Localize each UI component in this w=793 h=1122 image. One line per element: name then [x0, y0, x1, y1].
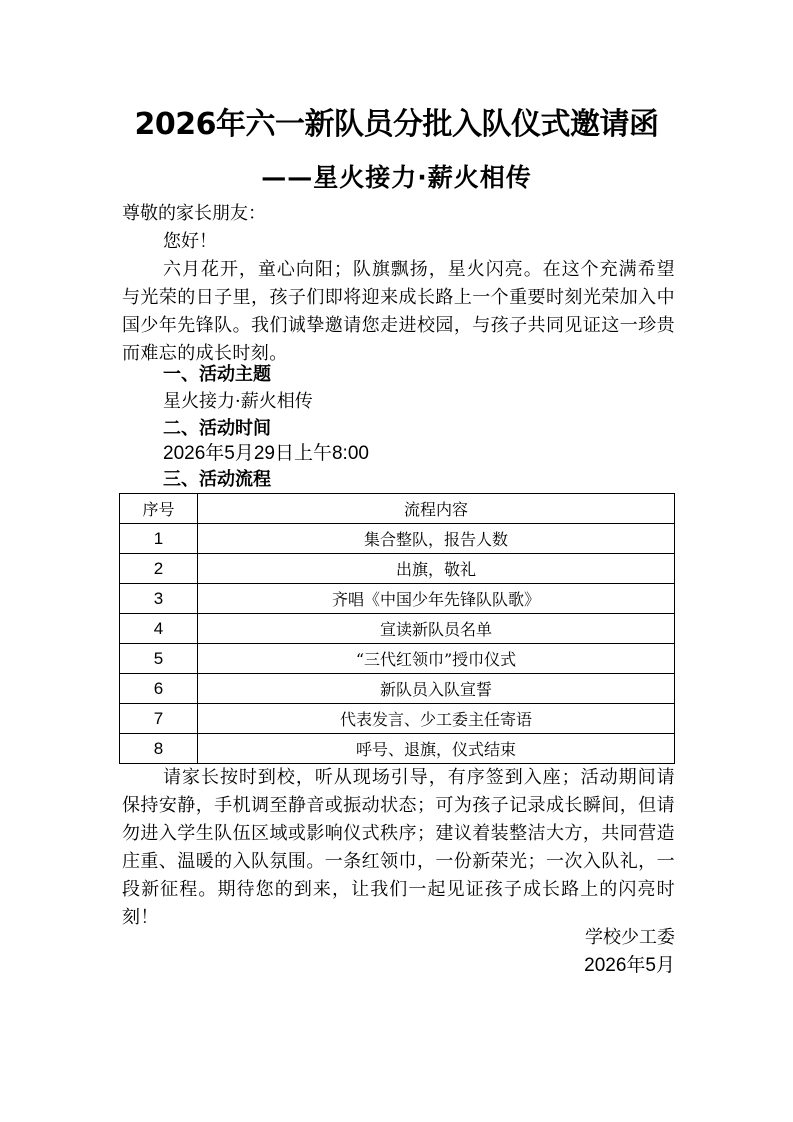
- table-row: [120, 584, 675, 614]
- section-heading-flow: 三、活动流程: [163, 469, 271, 490]
- row-number: 1: [120, 524, 198, 554]
- column-header-no: 序号: [120, 494, 198, 524]
- section-heading-time: 二、活动时间: [163, 418, 271, 439]
- table-row: [120, 554, 675, 584]
- table-row: [120, 614, 675, 644]
- table-row: [120, 734, 675, 764]
- row-number: 2: [120, 554, 198, 584]
- greeting: 尊敬的家长朋友：: [122, 203, 266, 224]
- table-header-row: [120, 494, 675, 524]
- row-content: “三代红领巾”授巾仪式: [198, 644, 675, 674]
- signature-org: 学校少工委: [585, 927, 675, 948]
- page-subtitle: ——星火接力·薪火相传: [261, 163, 532, 192]
- row-content: 代表发言、少工委主任寄语: [198, 704, 675, 734]
- row-number: 8: [120, 734, 198, 764]
- row-content: 齐唱《中国少年先锋队队歌》: [198, 584, 675, 614]
- signature-date: 2026年5月: [584, 955, 675, 976]
- flow-table: [119, 493, 675, 764]
- table-row: [120, 674, 675, 704]
- row-content: 新队员入队宣誓: [198, 674, 675, 704]
- intro-paragraph: 六月花开，童心向阳；队旗飘扬，星火闪亮。在这个充满希望与光荣的日子里，孩子们即将迎来成长路上一个重要时刻光荣加入中国少年先锋队。我们诚挚邀请您走进校园，与孩子共同见证这一珍贵而难忘的成长时刻。: [122, 259, 675, 364]
- row-content: 集合整队，报告人数: [198, 524, 675, 554]
- row-number: 5: [120, 644, 198, 674]
- row-number: 7: [120, 704, 198, 734]
- table-row: [120, 524, 675, 554]
- row-number: 4: [120, 614, 198, 644]
- row-content: 宣读新队员名单: [198, 614, 675, 644]
- table-row: [120, 704, 675, 734]
- row-number: 3: [120, 584, 198, 614]
- theme-value: 星火接力·薪火相传: [163, 391, 313, 412]
- hello-line: 您好！: [163, 231, 217, 252]
- page-title: 2026年六一新队员分批入队仪式邀请函: [134, 107, 659, 142]
- column-header-content: 流程内容: [198, 494, 675, 524]
- row-content: 出旗，敬礼: [198, 554, 675, 584]
- section-heading-theme: 一、活动主题: [163, 364, 271, 385]
- row-content: 呼号、退旗，仪式结束: [198, 734, 675, 764]
- row-number: 6: [120, 674, 198, 704]
- time-value: 2026年5月29日上午8:00: [163, 443, 369, 464]
- table-row: [120, 644, 675, 674]
- closing-paragraph: 请家长按时到校，听从现场引导，有序签到入座；活动期间请保持安静，手机调至静音或振动状态；可为孩子记录成长瞬间，但请勿进入学生队伍区域或影响仪式秩序；建议着装整洁大方，共同营造庄重、温暖的入队氛围。一条红领巾，一份新荣光；一次入队礼，一段新征程。期待您的到来，让我们一起见证孩子成长路上的闪亮时刻！: [122, 767, 675, 928]
